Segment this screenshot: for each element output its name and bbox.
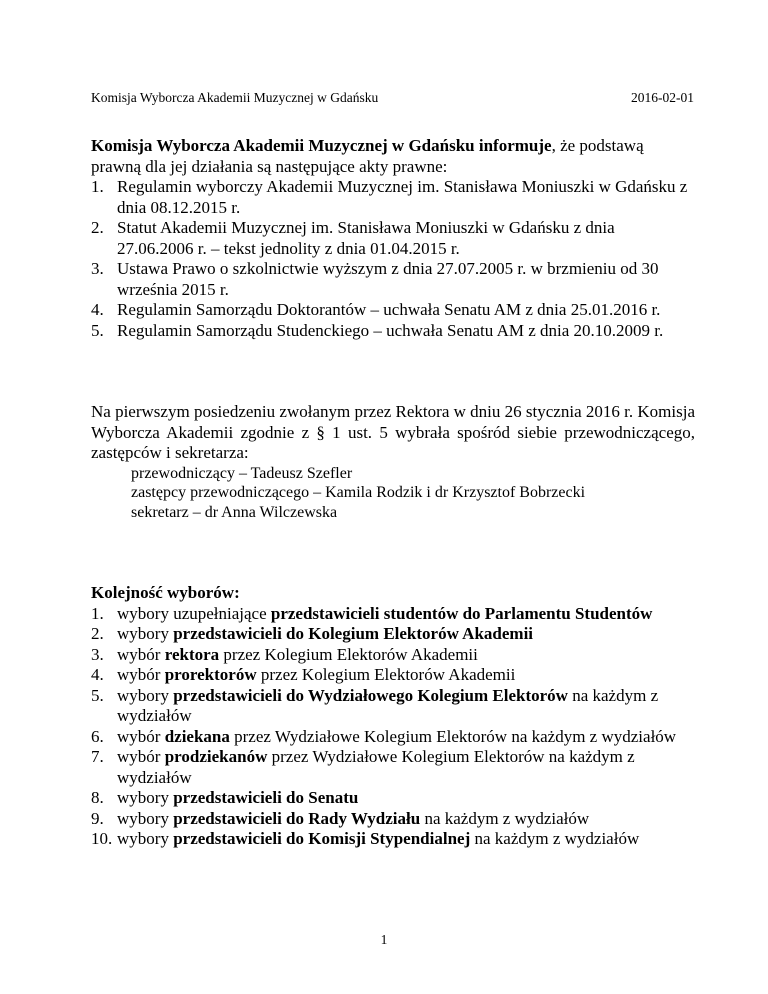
list-number: 2.	[91, 218, 104, 237]
list-number: 10.	[91, 829, 113, 848]
item-bold: przedstawicieli do Komisji Stypendialnej	[173, 829, 471, 848]
item-post: przez Kolegium Elektorów Akademii	[219, 644, 478, 664]
list-item	[91, 747, 695, 788]
list-item	[91, 218, 695, 259]
document-body	[91, 136, 695, 850]
intro-rest: , że podstawą prawną dla jej działania są następujące akty prawne:	[91, 136, 644, 176]
list-number: 8.	[91, 788, 104, 807]
list-item	[91, 321, 695, 342]
list-item	[91, 624, 695, 645]
list-text: Statut Akademii Muzycznej im. Stanisława Moniuszki w Gdańsku z dnia 27.06.2006 r. – tekst jednolity z dnia 01.04.2015 r.	[117, 218, 615, 258]
item-post: przez Kolegium Elektorów Akademii	[256, 665, 516, 684]
item-post: przez Wydziałowe Kolegium Elektorów na każdym z wydziałów	[229, 726, 677, 746]
list-item	[91, 259, 695, 300]
item-pre: wybory	[117, 624, 174, 643]
list-number: 2.	[91, 624, 104, 643]
intro-paragraph	[91, 136, 695, 177]
item-bold: przedstawicieli do Rady Wydziału	[173, 808, 421, 828]
list-number: 4.	[91, 665, 104, 684]
header-date: 2016-02-01	[631, 90, 694, 105]
role-deputies: zastępcy przewodniczącego – Kamila Rodzik i dr Krzysztof Bobrzecki	[131, 484, 586, 501]
list-number: 3.	[91, 259, 104, 278]
list-item	[91, 645, 695, 666]
list-number: 5.	[91, 320, 104, 340]
item-bold: dziekana	[164, 726, 230, 746]
intro-bold: Komisja Wyborcza Akademii Muzycznej w Gdańsku informuje	[91, 136, 552, 155]
list-item	[91, 686, 695, 727]
list-text: Regulamin Samorządu Studenckiego – uchwała Senatu AM z dnia 20.10.2009 r.	[117, 320, 664, 340]
roles-block	[91, 464, 695, 523]
list-number: 4.	[91, 300, 104, 319]
list-item	[91, 829, 695, 850]
item-pre: wybory	[117, 808, 174, 828]
item-pre: wybór	[117, 644, 165, 664]
item-pre: wybory	[117, 829, 174, 848]
list-item	[91, 300, 695, 321]
item-post: na każdym z wydziałów	[470, 829, 640, 848]
list-item	[91, 177, 695, 218]
item-pre: wybór	[117, 665, 165, 684]
list-text: Regulamin wyborczy Akademii Muzycznej im. Stanisława Moniuszki w Gdańsku z dnia 08.12.2015 r.	[117, 177, 688, 217]
list-number: 6.	[91, 726, 104, 746]
list-number: 5.	[91, 685, 104, 705]
item-pre: wybory	[117, 788, 174, 807]
item-bold: przedstawicieli do Wydziałowego Kolegium Elektorów	[173, 685, 568, 705]
legal-acts-list	[91, 177, 695, 341]
item-bold: prodziekanów	[164, 747, 268, 766]
item-bold: przedstawicieli do Kolegium Elektorów Akademii	[173, 624, 534, 643]
list-number: 3.	[91, 644, 104, 664]
item-pre: wybory uzupełniające	[117, 603, 271, 623]
item-bold: przedstawicieli studentów do Parlamentu Studentów	[270, 603, 653, 623]
item-bold: prorektorów	[164, 665, 257, 684]
role-secretary: sekretarz – dr Anna Wilczewska	[131, 503, 338, 521]
list-number: 9.	[91, 808, 104, 828]
item-pre: wybór	[117, 726, 165, 746]
role-chair: przewodniczący – Tadeusz Szefler	[131, 464, 353, 482]
header-title: Komisja Wyborcza Akademii Muzycznej w Gdańsku	[91, 90, 379, 105]
list-text: Ustawa Prawo o szkolnictwie wyższym z dnia 27.07.2005 r. w brzmieniu od 30 września 2015 r.	[117, 259, 659, 299]
list-item	[91, 604, 695, 625]
item-post: na każdym z wydziałów	[420, 808, 590, 828]
page-number: 1	[380, 932, 388, 947]
item-post: na każdym z wydziałów	[117, 685, 659, 725]
item-bold: rektora	[164, 644, 220, 664]
item-bold: przedstawicieli do Senatu	[173, 788, 359, 807]
item-post: przez Wydziałowe Kolegium Elektorów na każdym z wydziałów	[117, 747, 635, 787]
list-item	[91, 665, 695, 686]
election-order-list	[91, 604, 695, 850]
item-pre: wybory	[117, 685, 174, 705]
list-item	[91, 809, 695, 830]
list-number: 7.	[91, 747, 104, 766]
list-number: 1.	[91, 177, 104, 196]
list-item	[91, 788, 695, 809]
list-item	[91, 727, 695, 748]
list-text: Regulamin Samorządu Doktorantów – uchwała Senatu AM z dnia 25.01.2016 r.	[117, 300, 661, 319]
list-number: 1.	[91, 603, 104, 623]
item-pre: wybór	[117, 747, 165, 766]
order-heading: Kolejność wyborów:	[91, 583, 240, 602]
meeting-paragraph: Na pierwszym posiedzeniu zwołanym przez Rektora w dniu 26 stycznia 2016 r. Komisja Wyborcza Akademii zgodnie z § 1 ust. 5 wybrała spośród siebie przewodniczącego, zastępców i sekretarza:	[91, 402, 695, 462]
